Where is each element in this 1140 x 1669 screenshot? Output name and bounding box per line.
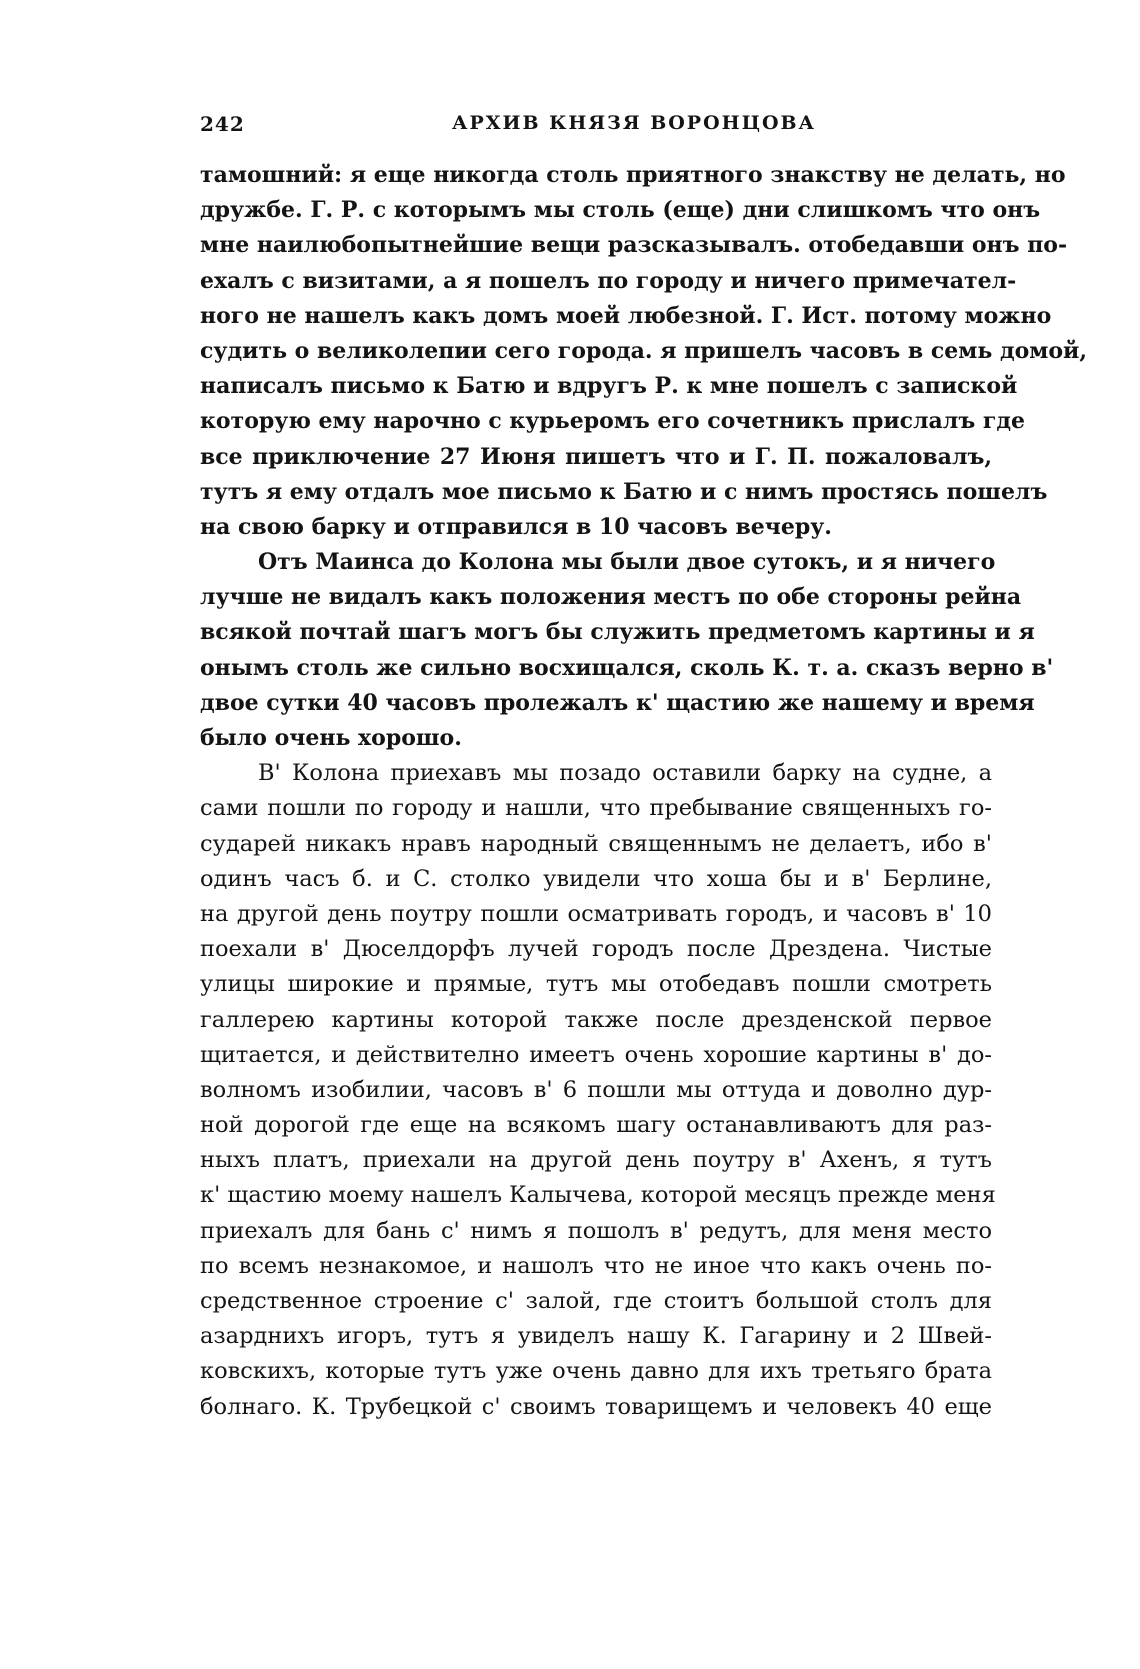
text-line: лучше не видалъ какъ положения местъ по обе стороны рейна — [200, 584, 1022, 611]
text-line: мне наилюбопытнейшие вещи разсказывалъ. отобедавши онъ по- — [200, 232, 1068, 259]
text-line: ныхъ платъ, приехали на другой день поутру в' Ахенъ, я тутъ — [200, 1147, 992, 1174]
paragraph-2 — [200, 545, 1054, 756]
text-line: сударей никакъ нравъ народный священнымъ не делаетъ, ибо в' — [200, 830, 992, 857]
text-line: сами пошли по городу и нашли, что пребывание священныхъ го- — [200, 795, 992, 822]
text-line: онымъ столь же сильно восхищался, сколь К. т. а. сказъ верно в' — [200, 654, 1054, 681]
text-line: ковскихъ, которые тутъ уже очень давно для ихъ третьяго брата — [200, 1358, 992, 1385]
text-line: написалъ письмо к Батю и вдругъ Р. к мне пошелъ с запиской — [200, 373, 1018, 400]
text-line: по всемъ незнакомое, и нашолъ что не иное что какъ очень по- — [200, 1252, 992, 1279]
text-line: ехалъ с визитами, а я пошелъ по городу и ничего примечател- — [200, 267, 1017, 294]
text-line: одинъ часъ б. и С. столко увидели что хоша бы и в' Берлине, — [200, 865, 992, 892]
text-line: все приключение 27 Июня пишетъ что и Г. П. пожаловалъ, — [200, 443, 992, 470]
text-line: на свою барку и отправился в 10 часовъ вечеру. — [200, 513, 832, 540]
text-line: к' щастию моему нашелъ Калычева, которой месяцъ прежде меня — [200, 1182, 996, 1209]
text-line: всякой почтай шагъ могъ бы служить предметомъ картины и я — [200, 619, 1035, 646]
text-line: ного не нашелъ какъ домъ моей любезной. Г. Ист. потому можно — [200, 302, 1052, 329]
page-number: 242 — [200, 112, 245, 136]
text-line: азарднихъ игоръ, тутъ я увиделъ нашу К. Гагарину и 2 Швей- — [200, 1323, 992, 1350]
paragraph-1 — [200, 158, 1088, 545]
text-line: болнаго. К. Трубецкой с' своимъ товарищемъ и человекъ 40 еще — [200, 1393, 992, 1420]
text-line: судить о великолепии сего города. я пришелъ часовъ в семь домой, — [200, 337, 1088, 364]
text-line: волномъ изобилии, часовъ в' 6 пошли мы оттуда и доволно дур- — [200, 1076, 992, 1103]
paragraph-3 — [200, 756, 996, 1425]
text-line: улицы широкие и прямые, тутъ мы отобедавъ пошли смотреть — [200, 971, 992, 998]
text-line: двое сутки 40 часовъ пролежалъ к' щастию же нашему и время — [200, 689, 1035, 716]
page-header — [200, 112, 990, 142]
running-head: АРХИВ КНЯЗЯ ВОРОНЦОВА — [452, 112, 817, 134]
text-line: на другой день поутру пошли осматривать городъ, и часовъ в' 10 — [200, 900, 992, 927]
text-line: тамошний: я еще никогда столь приятного знакству не делать, но — [200, 162, 1066, 188]
text-line: тутъ я ему отдалъ мое письмо к Батю и с нимъ простясь пошелъ — [200, 478, 1048, 505]
text-line: средственное строение с' залой, где стоитъ большой столъ для — [200, 1288, 992, 1314]
text-line: поехали в' Дюселдорфъ лучей городъ после Дрездена. Чистые — [200, 936, 992, 963]
text-line: ной дорогой где еще на всякомъ шагу останавливаютъ для раз- — [200, 1112, 992, 1139]
body-text — [200, 158, 1088, 1425]
text-line: щитается, и действително имеетъ очень хорошие картины в' до- — [200, 1041, 992, 1068]
text-line: дружбе. Г. Р. с которымъ мы столь (еще) дни слишкомъ что онъ — [200, 197, 1041, 224]
text-line: было очень хорошо. — [200, 725, 462, 751]
text-line: приехалъ для бань с' нимъ я пошолъ в' редутъ, для меня место — [200, 1217, 992, 1244]
text-line: Отъ Маинса до Колона мы были двое сутокъ, и я ничего — [258, 549, 996, 576]
text-line: которую ему нарочно с курьеромъ его сочетникъ прислалъ где — [200, 408, 1025, 435]
text-line: галлерею картины которой также после дрезденской первое — [200, 1006, 992, 1033]
text-line: В' Колона приехавъ мы позадо оставили барку на судне, а — [258, 760, 992, 787]
